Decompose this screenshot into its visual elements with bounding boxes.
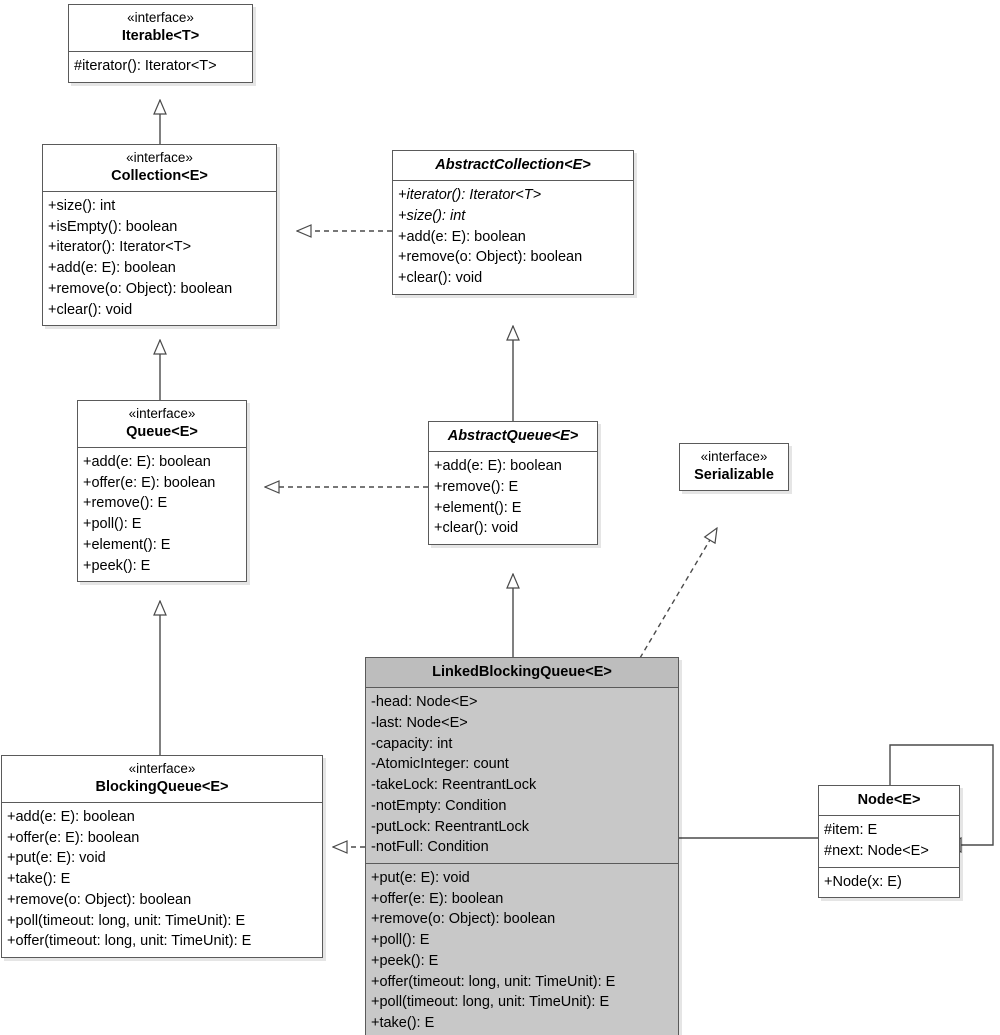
member: -putLock: ReentrantLock: [371, 818, 529, 835]
member: +Node(x: E): [824, 873, 902, 890]
class-members-queue: [78, 447, 246, 581]
member: +poll(): E: [371, 932, 430, 949]
member: +remove(): E: [434, 478, 519, 495]
member: +clear(): void: [434, 520, 519, 537]
member: -notEmpty: Condition: [371, 797, 507, 814]
member: +peek(): E: [371, 952, 439, 969]
class-methods-linkedblockingqueue: [366, 863, 678, 1035]
class-header-abstractcollection: [393, 151, 633, 180]
class-box-abstractqueue[interactable]: [428, 421, 598, 545]
member: +element(): E: [83, 536, 171, 553]
member: +add(e: E): boolean: [7, 809, 135, 825]
member: +add(e: E): boolean: [398, 228, 526, 245]
class-box-queue[interactable]: [77, 400, 247, 582]
class-name: AbstractQueue<E>: [447, 428, 579, 444]
member: -takeLock: ReentrantLock: [371, 777, 537, 794]
member: +offer(e: E): boolean: [7, 829, 140, 846]
edge-lbq-serializable: [640, 528, 717, 658]
class-name: LinkedBlockingQueue<E>: [432, 664, 612, 680]
class-members-iterable: [69, 51, 252, 82]
member: +remove(o: Object): boolean: [7, 891, 192, 908]
class-box-serializable[interactable]: [679, 443, 789, 491]
class-stereotype: «interface»: [126, 150, 193, 165]
member: +poll(timeout: long, unit: TimeUnit): E: [7, 912, 246, 929]
member: +element(): E: [434, 499, 522, 516]
class-name: Node<E>: [857, 792, 921, 808]
class-box-abstractcollection[interactable]: [392, 150, 634, 295]
member: +take(): E: [7, 871, 71, 888]
member: +add(e: E): boolean: [48, 260, 176, 277]
member: +remove(o: Object): boolean: [371, 911, 556, 928]
class-header-node: [819, 786, 959, 815]
member: +remove(o: Object): boolean: [398, 249, 583, 266]
member: #iterator(): Iterator<T>: [74, 58, 217, 74]
class-name: Queue<E>: [126, 423, 198, 440]
class-name: BlockingQueue<E>: [95, 778, 229, 795]
class-attributes-node: [819, 815, 959, 866]
member: +poll(timeout: long, unit: TimeUnit): E: [371, 994, 610, 1011]
member: -capacity: int: [371, 735, 453, 752]
member: +iterator(): Iterator<T>: [398, 187, 542, 204]
class-name: AbstractCollection<E>: [435, 157, 591, 173]
member: -last: Node<E>: [371, 714, 468, 731]
class-name: Iterable<T>: [121, 27, 200, 44]
member: +offer(e: E): boolean: [83, 474, 216, 491]
member: +offer(timeout: long, unit: TimeUnit): E: [7, 933, 252, 950]
class-box-linkedblockingqueue[interactable]: [365, 657, 679, 1035]
member: +offer(timeout: long, unit: TimeUnit): E: [371, 973, 616, 990]
class-members-blockingqueue: [2, 802, 322, 957]
member: +remove(o: Object): boolean: [48, 280, 233, 297]
member: +put(e: E): void: [7, 850, 106, 867]
member: +add(e: E): boolean: [83, 454, 211, 470]
class-header-iterable: [69, 5, 252, 51]
member: +remove(): E: [83, 495, 168, 512]
member: +peek(): E: [83, 557, 151, 574]
class-stereotype: «interface»: [127, 10, 194, 25]
class-box-iterable[interactable]: [68, 4, 253, 83]
class-header-abstractqueue: [429, 422, 597, 451]
class-stereotype: «interface»: [128, 761, 196, 776]
class-header-serializable: [680, 444, 788, 490]
class-attributes-linkedblockingqueue: [366, 687, 678, 863]
class-box-node[interactable]: [818, 785, 960, 898]
member: +iterator(): Iterator<T>: [48, 239, 192, 256]
class-header-queue: [78, 401, 246, 447]
member: +poll(): E: [83, 516, 142, 533]
class-name: Collection<E>: [111, 167, 208, 184]
class-box-collection[interactable]: [42, 144, 277, 326]
class-stereotype: «interface»: [700, 449, 768, 464]
class-header-linkedblockingqueue: [366, 658, 678, 687]
member: #item: E: [824, 822, 878, 839]
member: +offer(e: E): boolean: [371, 890, 504, 907]
class-name: Serializable: [694, 466, 774, 483]
member: +clear(): void: [398, 270, 483, 287]
member: +put(e: E): void: [371, 870, 470, 886]
member: +clear(): void: [48, 301, 133, 318]
class-members-collection: [43, 191, 276, 325]
member: +take(): E: [371, 1015, 435, 1032]
member: +add(e: E): boolean: [434, 458, 562, 475]
class-members-abstractcollection: [393, 180, 633, 294]
member: +isEmpty(): boolean: [48, 218, 178, 235]
class-header-collection: [43, 145, 276, 191]
member: +size(): int: [48, 198, 116, 214]
member: -notFull: Condition: [371, 839, 489, 856]
class-box-blockingqueue[interactable]: [1, 755, 323, 958]
class-members-abstractqueue: [429, 451, 597, 544]
class-header-blockingqueue: [2, 756, 322, 802]
class-methods-node: [819, 867, 959, 898]
member: #next: Node<E>: [824, 842, 929, 859]
member: -head: Node<E>: [371, 694, 478, 711]
member: -AtomicInteger: count: [371, 756, 509, 773]
class-stereotype: «interface»: [128, 406, 196, 421]
member: +size(): int: [398, 207, 466, 224]
